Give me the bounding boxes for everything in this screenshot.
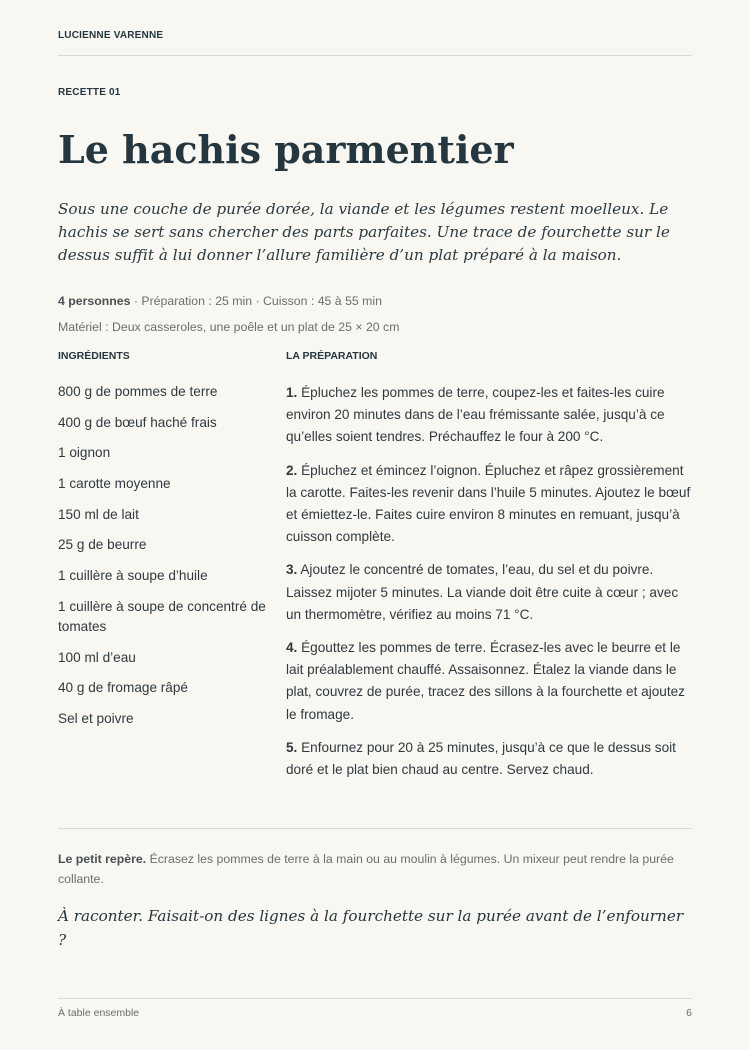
ingredients-heading: INGRÉDIENTS bbox=[58, 350, 130, 362]
servings: 4 personnes bbox=[58, 294, 131, 308]
list-item: 150 ml de lait bbox=[58, 506, 139, 522]
header-divider bbox=[58, 55, 692, 56]
tip-text: Écrasez les pommes de terre à la main ou au moulin à légumes. Un mixeur peut rendre la purée collante. bbox=[58, 852, 674, 886]
step-item bbox=[286, 460, 696, 549]
step-text: Égouttez les pommes de terre. Écrasez-les avec le beurre et le lait préalablement chauffé. Assaisonnez. Étalez la viande dans le plat, couvrez de purée, tracez des sillons à la fourchette et ajoutez le fromage. bbox=[286, 640, 685, 722]
list-item: Sel et poivre bbox=[58, 710, 134, 726]
step-item bbox=[286, 559, 696, 626]
step-item bbox=[286, 382, 696, 449]
step-number: 1. bbox=[286, 385, 298, 400]
list-item: 1 oignon bbox=[58, 445, 111, 461]
step-number: 5. bbox=[286, 739, 298, 755]
preparation-heading: LA PRÉPARATION bbox=[286, 350, 378, 362]
list-item: 1 cuillère à soupe d’huile bbox=[58, 568, 208, 584]
recipe-meta bbox=[58, 293, 382, 309]
author-name: LUCIENNE VARENNE bbox=[58, 30, 164, 41]
list-item: 1 carotte moyenne bbox=[58, 476, 171, 492]
book-title: À table ensemble bbox=[58, 1007, 140, 1019]
timing: · Préparation : 25 min · Cuisson : 45 à 55 min bbox=[130, 294, 382, 308]
equipment: Matériel : Deux casseroles, une poêle et un plat de 25 × 20 cm bbox=[58, 320, 400, 334]
recipe-title: Le hachis parmentier bbox=[58, 127, 514, 172]
recipe-lede: Sous une couche de purée dorée, la viande et les légumes restent moelleux. Le hachis se sert sans chercher des parts parfaites. Une trace de fourchette sur le dessus suffit à lui donner l’allure familière d’un plat préparé à la maison. bbox=[58, 200, 670, 264]
ingredients-list bbox=[58, 382, 268, 740]
recipe-kicker: RECETTE 01 bbox=[58, 87, 121, 98]
step-text: Ajoutez le concentré de tomates, l’eau, du sel et du poivre. Laissez mijoter 5 minutes. La viande doit être cuite à cœur ; avec un thermomètre, vérifiez au moins 71 °C. bbox=[286, 562, 679, 622]
step-number: 3. bbox=[286, 562, 298, 578]
recipe-page bbox=[58, 0, 692, 1050]
step-text: Épluchez et émincez l’oignon. Épluchez et râpez grossièrement la carotte. Faites-les revenir dans l’huile 5 minutes. Ajoutez le bœuf et émiettez-le. Faites cuire environ 8 minutes en remuant, jusqu’à cuisson complète. bbox=[286, 462, 691, 545]
preparation-steps bbox=[286, 382, 696, 792]
list-item: 100 ml d’eau bbox=[58, 649, 136, 665]
list-item: 25 g de beurre bbox=[58, 537, 147, 553]
story-question: À raconter. Faisait-on des lignes à la fourchette sur la purée avant de l’enfourner ? bbox=[58, 907, 684, 949]
footer-divider bbox=[58, 998, 692, 999]
step-text: Enfournez pour 20 à 25 minutes, jusqu’à ce que le dessus soit doré et le plat bien chaud au centre. Servez chaud. bbox=[286, 739, 676, 778]
page-number: 6 bbox=[686, 1007, 692, 1019]
step-item bbox=[286, 737, 696, 781]
list-item: 40 g de fromage râpé bbox=[58, 680, 188, 696]
list-item: 1 cuillère à soupe de concentré de tomates bbox=[58, 598, 266, 634]
step-text: Épluchez les pommes de terre, coupez-les et faites-les cuire environ 20 minutes dans de l’eau frémissante salée, jusqu’à ce qu’elles soient tendres. Préchauffez le four à 200 °C. bbox=[286, 385, 665, 445]
section-divider bbox=[58, 828, 692, 829]
tip-label: Le petit repère. bbox=[58, 852, 147, 866]
step-number: 4. bbox=[286, 640, 298, 656]
tip-note bbox=[58, 849, 692, 889]
list-item: 800 g de pommes de terre bbox=[58, 384, 218, 399]
step-item bbox=[286, 637, 696, 726]
step-number: 2. bbox=[286, 462, 298, 478]
list-item: 400 g de bœuf haché frais bbox=[58, 414, 217, 430]
